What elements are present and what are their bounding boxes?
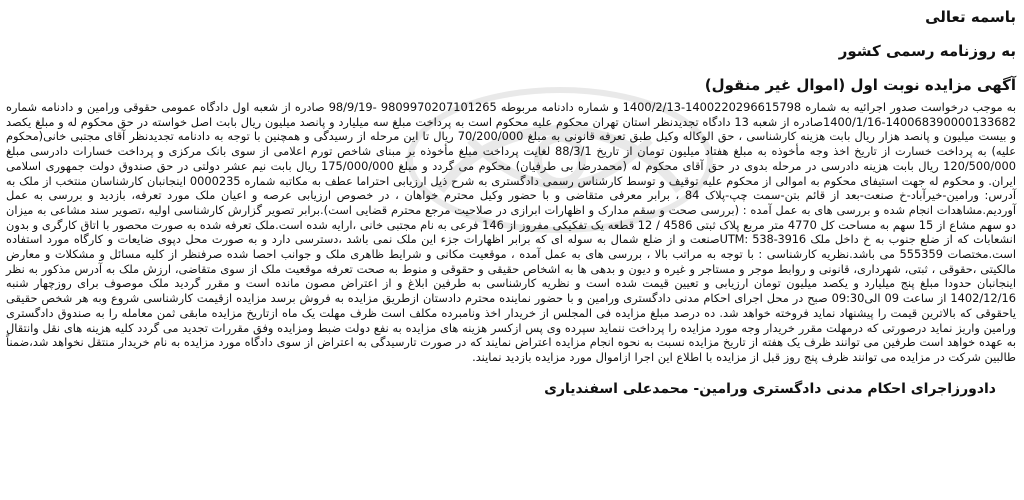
notice-body: به موجب درخواست صدور اجرائیه به شماره 1400220296615798-1400/2/13 و شماره دادنامه مربوطه 9809970207101265 -98/9/19 صادره از شعبه اول دادگاه عمومی حقوقی ورامین و دادنامه شماره 140068390000133682-1400/1/16صادره از شعبه 13 دادگاه تجدیدنظر استان تهران محکوم علیه محکوم است به پرداخت مبلغ سه میلیارد و پانصد میلیون ریال بابت اصل خواسته در حق محکوم له و مبلغ یکصد و بیست میلیون و پانصد هزار ریال بابت هزینه کارشناسی ، حق الوکاله وکیل طبق تعرفه قانونی به مبلغ 70/200/000 ریال تا این مرحله از رسیدگی و همچنین با توجه به دادنامه تجدیدنظر آقای مجتبی خانی(محکوم علیه) به پرداخت خسارت از تاریخ اخذ وجه مأخوذه به مبلغ هفتاد میلیون تومان از تاریخ 88/3/1 لغایت پرداخت مبلغ مأخوذه بر مبنای شاخص تورم اعلامی از سوی بانک مرکزی و پرداخت خسارات دادرسی مبلغ 120/500/000 ریال بابت هزینه دادرسی در مرحله بدوی در حق آقای محکوم له (محمدرضا بی طرفیان) محکوم می گردد و مبلغ 175/000/000 ریال بابت نیم عشر دولتی در حق صندوق دولت جمهوری اسلامی ایران. و محکوم له جهت استیفای محکوم به اموالی از محکوم علیه توقیف و توسط کارشناس رسمی دادگستری به شرح ذیل ارزیابی احتراما عطف به مکاتبه شماره 0000235 اینجانبان کارشناسان منتخب از ملک به آدرس: ورامین-خیرآباد-خ صنعت-بعد از قائم بتن-سمت چپ-پلاک 84 ، برابر معرفی متقاضی و با حضور وکیل محترم خواهان ، در خصوص ارزیابی عرصه و اعیان ملک مورد تعرفه، بازدید و بررسی به عمل آوردیم.مشاهدات انجام شده و بررسی های به عمل آمده : (بررسی صحت و سقم مدارک و اظهارات ابرازی در صلاحیت مرجع محترم قضایی است).برابر تصویر گزارش کارشناسی اولیه ،تصویر سند مشاعی به میزان دو سهم مشاع از 15 سهم به مساحت کل 4770 متر مربع پلاک ثبتی 4586 / 12 قطعه یک تفکیکی مفروز از 146 فرعی به نام مجتبی خانی ،ارایه شده است.ملک تعرفه شده به صورت محصور با اتاق کارگری و بدون انشعابات که از ضلع جنوب به خ داخل ملک UTM: 538-3916صنعت و از ضلع شمال به سوله ای که برابر اظهارات جزء این ملک نمی باشد ،دسترسی دارد و به صورت محل دپوی ضایعات و کارگاه مورد استفاده است.مختصات 555359 می باشد.نظریه کارشناسی : با توجه به مراتب بالا ، بررسی های به عمل آمده ، موقعیت مکانی و شرایط ظاهری ملک و جوانب احصا شده صرفنظر از کلیه مسائل و مشکلات و معارض مالکیتی ،حقوقی ، ثبتی، شهرداری، قانونی و روابط موجر و مستاجر و غیره و دیون و بدهی ها به اشخاص حقیقی و حقوقی و منوط به صحت تعرفه موقعیت ملک از سوی متقاضی، ارزش ملک به آدرس مذکور به نظر اینجانبان حدودا مبلغ پنج میلیارد و یکصد میلیون تومان ارزیابی و تعیین قیمت شده است و نظریه کارشناسی به طرفین ابلاغ و از اعتراض مصون مانده است و مقرر گردید ملک موصوف برای روزچهار شنبه 1402/12/16 از ساعت 09 الی09:30 صبح در محل اجرای احکام مدنی دادگستری ورامین و با حضور نماینده محترم دادستان ازطریق مزایده به فروش برسد مزایده ازقیمت کارشناسی شروع وبه هر شخص حقیقی یاحقوقی که بالاترین قیمت را پیشنهاد نماید فروخته خواهد شد. ده درصد مبلغ مزایده فی المجلس از خریدار اخذ ونامبرده مکلف است ظرف مهلت یک ماه ازتاریخ مزایده مابقی ثمن معامله را به صندوق دادگستری ورامین واریز نماید درصورتی که درمهلت مقرر خریدار وجه مورد مزایده را پرداخت ننماید سپرده وی پس ازکسر هزینه های مزایده به نفع دولت ضبط ومزایده وفق مقررات تجدید می گردد کلیه هزینه های نقل وانتقال به عهده خواهد است طرفین می توانند ظرف یک هفته از تاریخ مزایده نسبت به نحوه انجام مزایده اعتراض نمایند که در صورت تارسیدگی به اعتراض از سوی دادگاه مورد مزایده به نام خریدار منتقل نخواهد شد،ضمناً طالبین شرکت در مزایده می توانند ظرف پنج روز قبل از مزایده با اطلاع این اجرا ازاموال مورد مزایده بازدید نمایند. — [6, 100, 1017, 364]
notice-title: آگهی مزایده نوبت اول (اموال غیر منقول) — [704, 76, 1016, 94]
basmala-heading: باسمه تعالی — [925, 8, 1016, 26]
signature-line: دادورزاجرای احکام مدنی دادگستری ورامین- محمدعلی اسفندیاری — [544, 380, 996, 397]
recipient-line: به روزنامه رسمی کشور — [838, 42, 1016, 60]
